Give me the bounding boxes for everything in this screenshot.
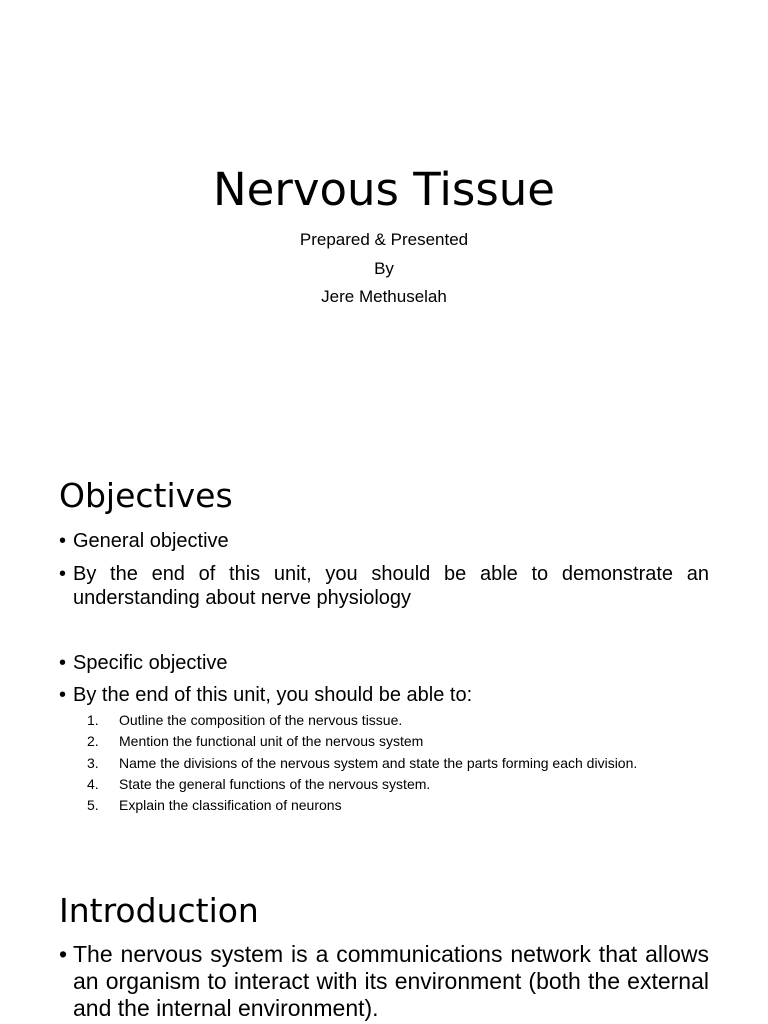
list-item [87, 731, 637, 752]
subtitle-author: Jere Methuselah [321, 287, 447, 306]
list-item [87, 710, 637, 731]
bullet-general-objective [59, 529, 709, 553]
bullet-text: By the end of this unit, you should be able to: [73, 684, 473, 706]
list-item [87, 774, 637, 795]
list-number: 1. [87, 712, 99, 728]
bullet-text: Specific objective [73, 652, 228, 674]
bullet-text: By the end of this unit, you should be able to demonstrate an understanding about nerve physiology [73, 563, 709, 609]
list-text: Mention the functional unit of the nervous system [119, 733, 424, 750]
specific-objectives-list [87, 710, 637, 816]
bullet-introduction [59, 941, 709, 1022]
subtitle-prepared: Prepared & Presented [299, 230, 469, 249]
slide-title: Nervous Tissue [213, 163, 555, 216]
bullet-specific-objective-detail [59, 683, 709, 707]
bullet-text: General objective [73, 530, 229, 552]
list-number: 4. [87, 775, 99, 792]
list-text: Name the divisions of the nervous system and state the parts forming each division. [119, 754, 638, 771]
list-text: State the general functions of the nervous system. [119, 775, 431, 792]
bullet-dot: • [59, 684, 67, 706]
list-text: Explain the classification of neurons [119, 797, 342, 814]
list-number: 2. [87, 733, 99, 750]
bullet-dot: • [59, 941, 68, 967]
introduction-heading: Introduction [59, 891, 259, 930]
subtitle-by: By [374, 259, 394, 278]
bullet-text: The nervous system is a communications network that allows an organism to interact with its environment (both the external and the internal environment). [73, 941, 709, 1021]
bullet-dot: • [59, 652, 67, 674]
list-text: Outline the composition of the nervous tissue. [119, 712, 403, 728]
bullet-specific-objective [59, 651, 709, 675]
objectives-heading: Objectives [59, 476, 233, 515]
bullet-general-objective-detail [59, 562, 709, 610]
list-number: 3. [87, 754, 99, 771]
bullet-dot: • [59, 530, 67, 552]
list-item [87, 753, 637, 774]
list-number: 5. [87, 797, 99, 814]
bullet-dot: • [59, 563, 67, 585]
list-item [87, 795, 637, 816]
